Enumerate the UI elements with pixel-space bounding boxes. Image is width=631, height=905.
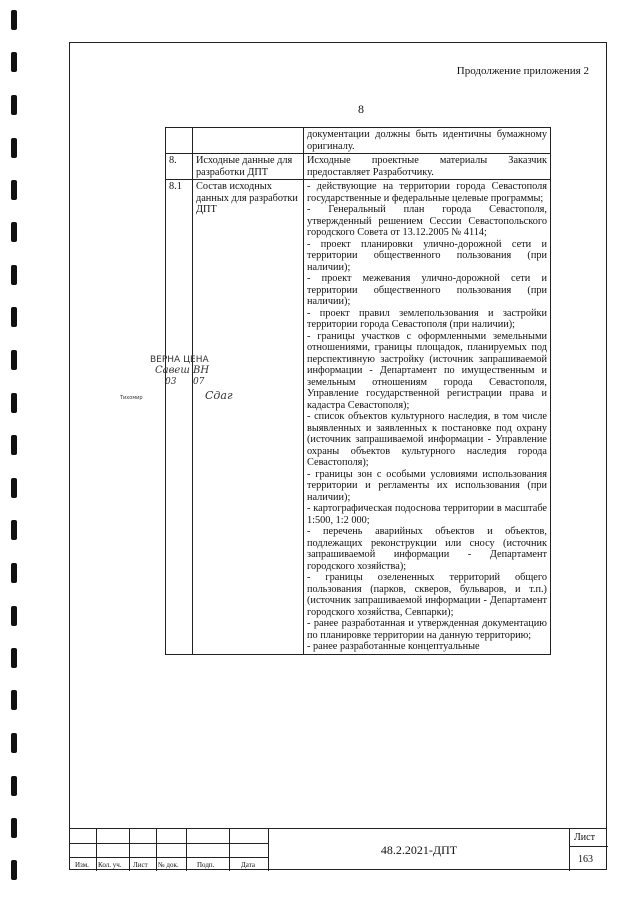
row-content-list: [304, 180, 551, 655]
continuation-note: Продолжение приложения 2: [456, 65, 589, 77]
row-content: Исходные проектные материалы Заказчик предоставляет Разработчику.: [304, 154, 551, 180]
list-item: - перечень аварийных объектов и объектов, подлежащих реконструкции или сносу (источник запрашиваемой информации - Департамент городского хозяйства);: [307, 526, 547, 572]
label-sheet: Лист: [133, 861, 148, 869]
list-item: - действующие на территории города Севастополя государственные и федеральные целевые программы;: [307, 181, 547, 204]
page-number: 8: [358, 102, 364, 116]
table-row: [166, 154, 551, 180]
signature: Сдаг: [205, 389, 233, 402]
list-item: - проект правил землепользования и застройки территории города Севастополя (при наличии);: [307, 307, 547, 330]
stamp-date-day: 03: [165, 377, 177, 387]
label-date: Дата: [241, 861, 255, 869]
title-block: [69, 828, 607, 870]
document-code: 48.2.2021-ДПТ: [380, 842, 458, 857]
row-name: Состав исходных данных для разработки ДПТ: [193, 180, 304, 655]
certification-stamp: [120, 325, 300, 405]
list-item: - границы озелененных территорий общего пользования (парков, скверов, бульваров, и т.п.) (источник запрашиваемой информации - Департамент городского хозяйства, Севпарки);: [307, 572, 547, 618]
stamp-line: ВЕРНА ЦЕНА: [150, 355, 209, 365]
label-count: Кол. уч.: [98, 861, 122, 869]
signature: Савеш ВН: [155, 365, 210, 376]
list-item: - проект межевания улично-дорожной сети и территории общественного пользования (при наличии);: [307, 273, 547, 307]
row-name: [193, 128, 304, 154]
row-number: [166, 128, 193, 154]
row-number: 8.: [166, 154, 193, 180]
list-item: - границы зон с особыми условиями использования территории и регламенты их использования (при наличии);: [307, 468, 547, 503]
sheet-number: 163: [578, 854, 593, 865]
label-change: Изм.: [75, 861, 89, 869]
row-number: 8.1: [166, 180, 193, 655]
revision-grid: [69, 829, 269, 871]
row-content: документации должны быть идентичны бумажному оригиналу.: [304, 128, 551, 154]
list-item: - картографическая подосновa территории в масштабе 1:500, 1:2 000;: [307, 503, 547, 526]
table-row: [166, 128, 551, 154]
stamp-date-month: 07: [193, 377, 205, 387]
stamp-mark: Тихомир: [120, 395, 143, 401]
list-item: - ранее разработанные концептуальные: [307, 641, 480, 652]
sheet-label: Лист: [574, 832, 595, 843]
row-name: Исходные данные для разработки ДПТ: [193, 154, 304, 180]
list-item: - проект планировки улично-дорожной сети и территории общественного пользования (при наличии);: [307, 238, 547, 273]
sheet-box: [569, 829, 607, 871]
list-item: - список объектов культурного наследия, в том числе выявленных и заявленных к постановке под охрану (источник запрашиваемой информации - Управление охраны объектов культурного наследия города Севастополя);: [307, 411, 547, 468]
list-item: - ранее разработанная и утвержденная документацию по планировке территории на данную территорию;: [307, 618, 547, 641]
list-item: - границы участков с оформленными земельными отношениями, границы площадок, планируемых под перспективную застройку (источник запрашиваемой информации - Департамент по имущественным и земельным отношениям города Севастополя, Управление государственной регистрации права и кадастра Севастополя);: [307, 330, 547, 411]
label-doc-no: № док.: [158, 861, 179, 869]
list-item: - Генеральный план города Севастополя, утвержденный решением Сессии Севастопольского городского Совета от 13.12.2005 № 4114;: [307, 204, 547, 238]
table-row: [166, 180, 551, 655]
binding-holes: [9, 0, 23, 905]
label-signature: Подп.: [197, 861, 215, 869]
